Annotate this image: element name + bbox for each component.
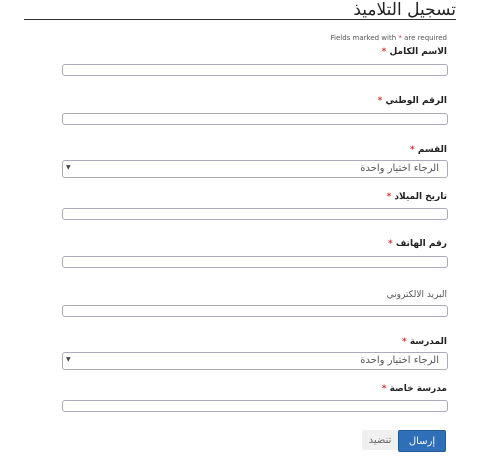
- required-star: *: [377, 96, 383, 106]
- national-id-label: الرقم الوطني *: [377, 96, 447, 106]
- page-title: تسجيل التلاميذ: [353, 0, 456, 20]
- section-label: القسم *: [409, 145, 447, 155]
- submit-button[interactable]: إرسال: [398, 430, 446, 452]
- birth-date-label: تاريخ الميلاد *: [386, 192, 447, 202]
- national-id-field[interactable]: [62, 113, 448, 125]
- school-select-value: الرجاء اختيار واحدة: [360, 355, 439, 366]
- required-star: *: [386, 192, 392, 202]
- title-divider: [24, 19, 456, 20]
- required-star: *: [401, 337, 407, 347]
- section-select-value: الرجاء اختيار واحدة: [360, 163, 439, 174]
- required-star: *: [381, 47, 387, 57]
- private-school-field[interactable]: [62, 400, 448, 412]
- phone-field[interactable]: [62, 256, 448, 268]
- email-label: البريد الالكتروني: [386, 290, 447, 300]
- chevron-down-icon: ▼: [66, 356, 71, 363]
- full-name-field[interactable]: [62, 64, 448, 76]
- chevron-down-icon: ▼: [66, 164, 71, 171]
- email-field[interactable]: [62, 305, 448, 317]
- required-star: *: [387, 239, 393, 249]
- clear-button[interactable]: تنضيد: [362, 430, 398, 450]
- school-label: المدرسة *: [401, 337, 447, 347]
- section-select[interactable]: [62, 160, 448, 178]
- private-school-label: مدرسة خاصة *: [381, 384, 447, 394]
- required-star: *: [409, 145, 415, 155]
- school-select[interactable]: [62, 352, 448, 370]
- full-name-label: الاسم الكامل *: [381, 47, 447, 57]
- birth-date-field[interactable]: [62, 208, 448, 220]
- required-fields-note: Fields marked with * are required: [330, 34, 447, 42]
- phone-label: رقم الهاتف *: [387, 239, 447, 249]
- required-star: *: [381, 384, 387, 394]
